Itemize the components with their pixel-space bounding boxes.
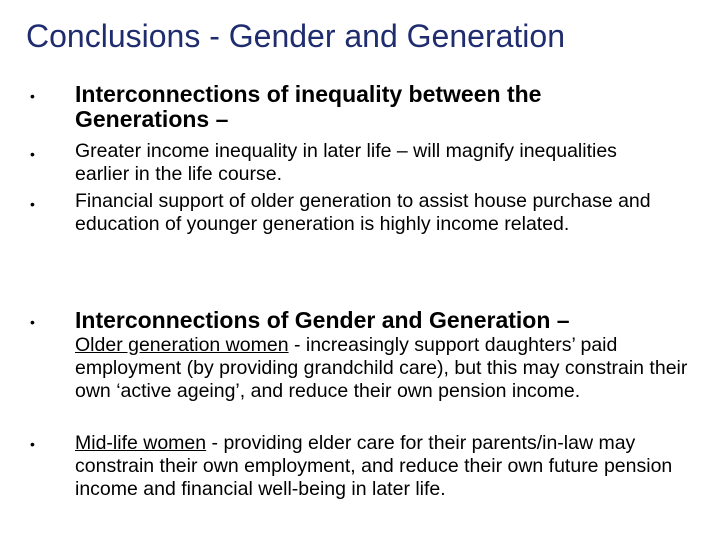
section2-item-1-text: - increasingly support daughters’ paid employment (by providing grandchild care), but this may constrain their own ‘active ageing’, and reduce their own pension income. [75, 334, 688, 402]
bullet-icon: • [30, 314, 35, 330]
bullet-icon: • [30, 196, 35, 212]
section2-item-1-label: Older generation women [75, 334, 289, 356]
bullet-icon: • [30, 146, 35, 162]
section2-item-2 [75, 432, 705, 501]
section1-point-1: Greater income inequality in later life – will magnify inequalities earlier in the life course. [75, 140, 617, 185]
slide-title: Conclusions - Gender and Generation [26, 18, 565, 54]
section2-item-2-text: - providing elder care for their parents/in-law may constrain their own employment, and reduce their own future pension income and financial well-being in later life. [75, 432, 673, 500]
section2-item-1 [75, 334, 705, 403]
section1-heading: Interconnections of inequality between the Generations – [75, 81, 542, 132]
bullet-icon: • [30, 436, 35, 452]
section2-item-2-label: Mid-life women [75, 432, 207, 454]
bullet-icon: • [30, 88, 35, 104]
section1-point-2: Financial support of older generation to assist house purchase and education of younger generation is highly income related. [75, 190, 651, 235]
section2-heading: Interconnections of Gender and Generation – [75, 307, 570, 333]
